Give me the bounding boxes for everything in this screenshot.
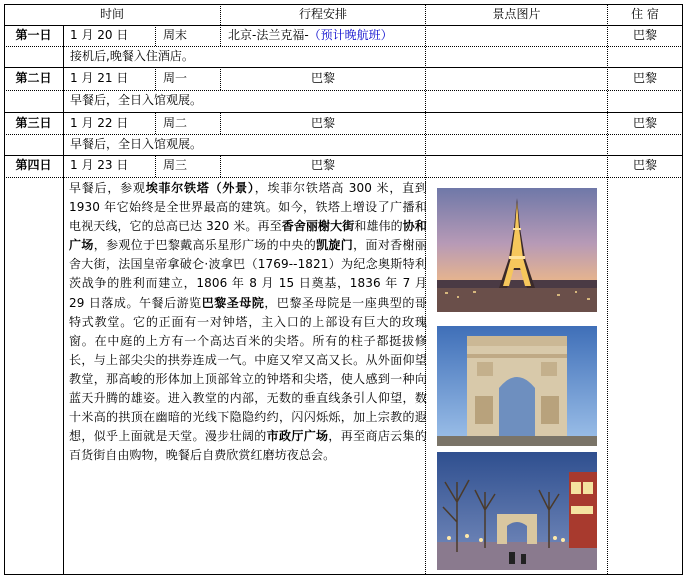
day-weekday: 周一 <box>163 71 188 85</box>
day-hotel: 巴黎 <box>632 158 657 172</box>
day-date: 1 月 22 日 <box>70 116 129 130</box>
day-label: 第二日 <box>15 71 52 85</box>
day-route: 巴黎 <box>310 116 335 130</box>
detail-text: ，埃菲尔铁塔高 300 米，直到 1930 年它始终是全世界最高的建筑。如今，铁塔上增设了广播和电视天线，它的总高已达 320 米。再至 <box>69 181 427 234</box>
day4-itinerary-detail <box>69 179 427 465</box>
header-photos: 景点图片 <box>492 7 541 21</box>
highlight-text: 香舍丽榭大街 <box>281 219 355 234</box>
day-detail: 接机后,晚餐入住酒店。 <box>70 49 194 63</box>
header-schedule: 行程安排 <box>298 7 347 21</box>
day-detail: 早餐后，全日入馆观展。 <box>70 93 203 107</box>
day-route: 巴黎 <box>310 71 335 85</box>
day-weekday: 周末 <box>163 28 188 42</box>
day-hotel: 巴黎 <box>632 71 657 85</box>
highlight-text: 市政厅广场 <box>266 429 329 444</box>
day-date: 1 月 23 日 <box>70 158 129 172</box>
route-note: （预计晚航班） <box>308 28 393 42</box>
highlight-text: 埃菲尔铁塔（外景） <box>145 181 255 195</box>
champs-elysees-night-photo <box>437 452 597 570</box>
eiffel-tower-photo <box>437 188 597 312</box>
day-label: 第三日 <box>15 116 52 130</box>
header-lodging: 住 宿 <box>631 7 659 21</box>
detail-text: 早餐后，参观 <box>69 181 146 195</box>
day-date: 1 月 20 日 <box>70 28 129 42</box>
day-hotel: 巴黎 <box>632 116 657 130</box>
day-weekday: 周三 <box>163 158 188 172</box>
day-hotel: 巴黎 <box>632 28 657 42</box>
header-time: 时间 <box>99 7 124 21</box>
day-weekday: 周二 <box>163 116 188 130</box>
day-date: 1 月 21 日 <box>70 71 129 85</box>
day-label: 第四日 <box>15 158 52 172</box>
day-label: 第一日 <box>15 28 52 42</box>
detail-text: ，巴黎圣母院是一座典型的哥特式教堂。它的正面有一对钟塔，主入口的上部设有巨大的玫瑰窗。在中庭的上方有一个高达百米的尖塔。所有的柱子都挺拔修长，与上部尖尖的拱券连成一气。中庭又窄又高又长。从外面仰望教堂，那高峻的形体加上顶部耸立的钟塔和尖塔，使人感到一种向蓝天升腾的雄姿。进入教堂的内部，无数的垂直线条引人仰望，数十米高的拱顶在幽暗的光线下隐隐约约，闪闪烁烁，加上宗教的遐想，似乎上面就是天堂。漫步壮阔的 <box>69 295 427 444</box>
detail-text: ，参观位于巴黎戴高乐星形广场的中央的 <box>93 238 317 253</box>
highlight-text: 凯旋门 <box>316 238 354 253</box>
day-route: 巴黎 <box>310 158 335 172</box>
highlight-text: 巴黎圣母院 <box>201 295 265 310</box>
detail-text: ，面对香榭丽舍大街，法国皇帝拿破仑·波拿巴（1769--1821）为纪念奥斯特利茨战争的胜利而建立，1806 年 8 月 15 日奠基，1836 年 7 月 29 日落成。午餐后游览 <box>69 238 427 310</box>
highlight-text: 协和广场 <box>69 219 427 253</box>
arc-de-triomphe-photo <box>437 326 597 446</box>
detail-text: ，再至商店云集的百货街自由购物，晚餐后自费欣赏红磨坊夜总会。 <box>69 429 427 463</box>
day-detail: 早餐后，全日入馆观展。 <box>70 137 203 151</box>
detail-text: 和雄伟的 <box>354 219 403 234</box>
day-route: 北京-法兰克福-（预计晚航班） <box>228 28 393 42</box>
